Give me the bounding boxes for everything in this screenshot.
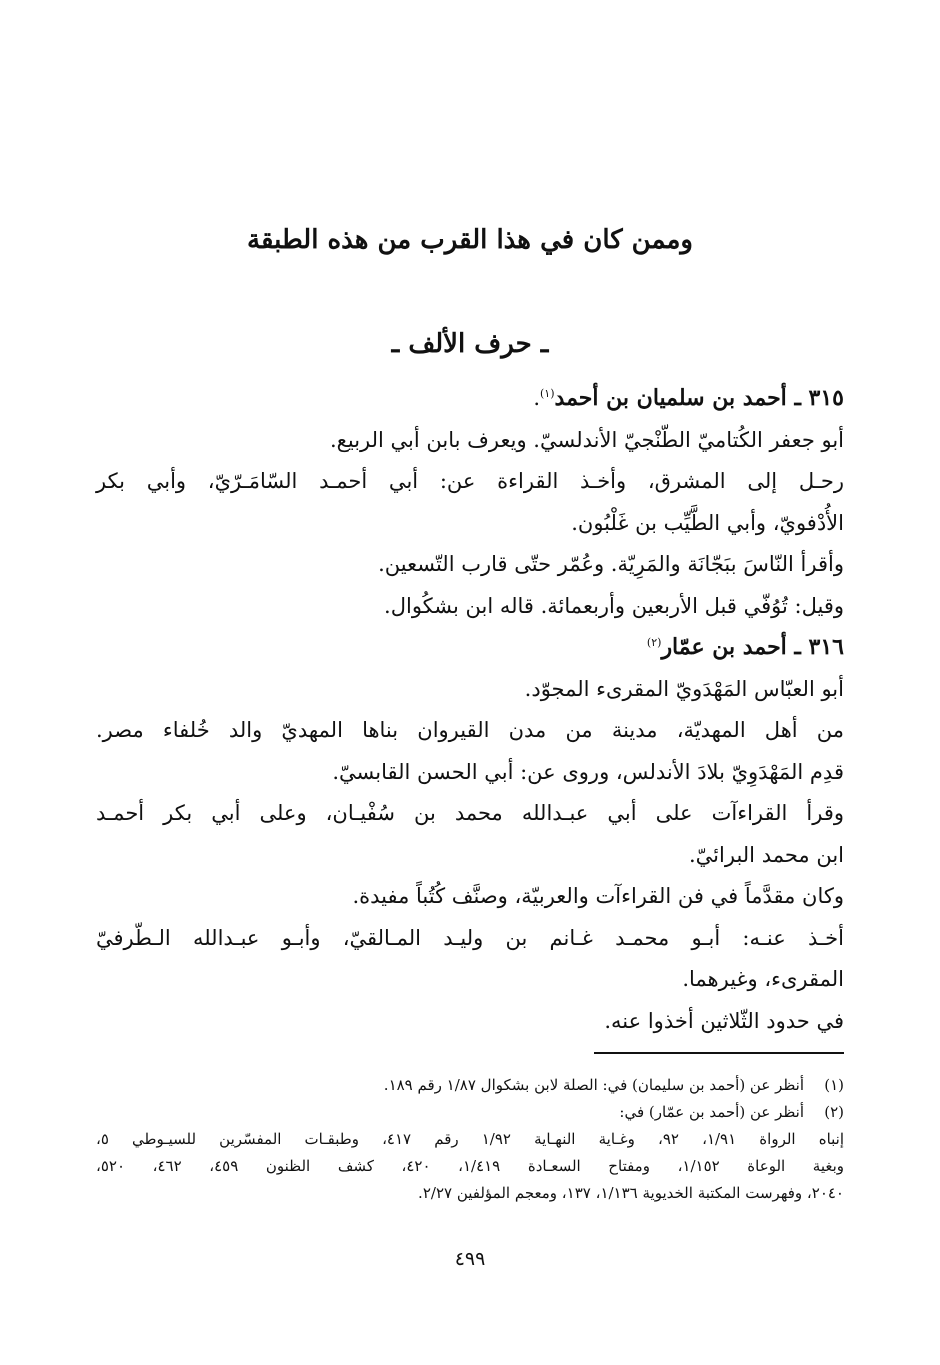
text-line: أخـذ عنـه: أبـو محمـد غـانم بن وليـد المـالقيّ، وأبـو عبـدالله الـطّرفيّ (96, 925, 844, 950)
footnote (96, 1072, 844, 1099)
text-line: قدِم المَهْدَوِيّ بلادَ الأندلس، وروى عن: أبي الحسن القابسيّ. (332, 759, 844, 784)
section-title: ـ حرف الألف ـ (391, 329, 549, 359)
entry-title: ٣١٦ ـ أحمد بن عمّار (661, 634, 844, 660)
footnote-reference: (١) (540, 387, 555, 400)
entry-title: ٣١٥ ـ أحمد بن سلميان بن أحمد (554, 385, 844, 411)
text-line: وقيل: تُوُفّي قبل الأربعين وأربعمائة. قاله ابن بشكُوال. (384, 593, 844, 618)
footnote-number: (١) (824, 1076, 844, 1094)
text-line: المقرىء، وغيرهما. (682, 967, 844, 991)
footnote-continuation: ٢٠٤٠، وفهرست المكتبة الخديوية ١/١٣٦، ١٣٧، ومعجم المؤلفين ٢/٢٧. (418, 1184, 844, 1202)
footnote-text: أنظر عن (أحمد بن عمّار) في: (619, 1103, 804, 1121)
entry-title-line (96, 627, 844, 669)
footnotes (96, 1072, 844, 1207)
footnote-continuation: وبغية الوعاة ١/١٥٢، ومفتاح السعـادة ١/٤١٩، ٤٢٠، كشف الظنون ٤٥٩، ٤٦٢، ٥٢٠، (96, 1157, 845, 1175)
page-heading: وممن كان في هذا القرب من هذه الطبقة (247, 225, 693, 255)
text-line: الأُدْفويّ، وأبي الطَّيِّب بن غَلْبُون. (571, 510, 844, 535)
text-line: ابن محمد البرائيّ. (689, 842, 844, 867)
text-line: وقرأ القراءآت على أبي عبـدالله محمد بن سُفْيـان، وعلى أبي بكر أحمـد (96, 801, 844, 825)
text-line: رحـل إلى المشرق، وأخـذ القراءة عن: أبي أحمـد السّامَـرّيّ، وأبي بكر (96, 469, 844, 493)
text-line: وكان مقدَّماً في فن القراءآت والعربيّة، وصنَّف كُتُباً مفيدة. (352, 884, 844, 908)
footnote-continuation: إنباه الرواة ١/٩١، ٩٢، وغـاية النهـاية ١/٩٢ رقم ٤١٧، وطبقـات المفسّرين للسيـوطي ٥، (96, 1130, 845, 1148)
footnote-text: أنظر عن (أحمد بن سليمان) في: الصلة لابن بشكوال ١/٨٧ رقم ١٨٩. (383, 1076, 804, 1094)
footnote-reference: (٢) (646, 636, 662, 649)
footnote-number: (٢) (824, 1103, 844, 1121)
text-line: في حدود الثّلاثين أخذوا عنه. (604, 1008, 844, 1033)
page-number: ٤٩٩ (454, 1248, 486, 1270)
footnote-separator (594, 1052, 844, 1054)
entry-title-line: ٣١٥ ـ أحمد بن سلميان بن أحمد$^{(١)}$. (533, 385, 844, 411)
footnote (96, 1099, 844, 1126)
text-line: وأقرأ النّاسَ ببَجّانَة والمَرِيّة. وعُمّر حتّى قارب التّسعين. (378, 552, 844, 576)
text-line: أبو جعفر الكُتاميّ الطّنْجيّ الأندلسيّ. ويعرف بابن أبي الربيع. (330, 427, 844, 452)
text-line: أبو العبّاس المَهْدَويّ المقرىء المجوّد. (524, 676, 844, 701)
text-line: من أهل المهديّة، مدينة من مدن القيروان بناها المهديّ والد خُلفاء مصر. (96, 718, 844, 742)
main-text (96, 378, 844, 1042)
